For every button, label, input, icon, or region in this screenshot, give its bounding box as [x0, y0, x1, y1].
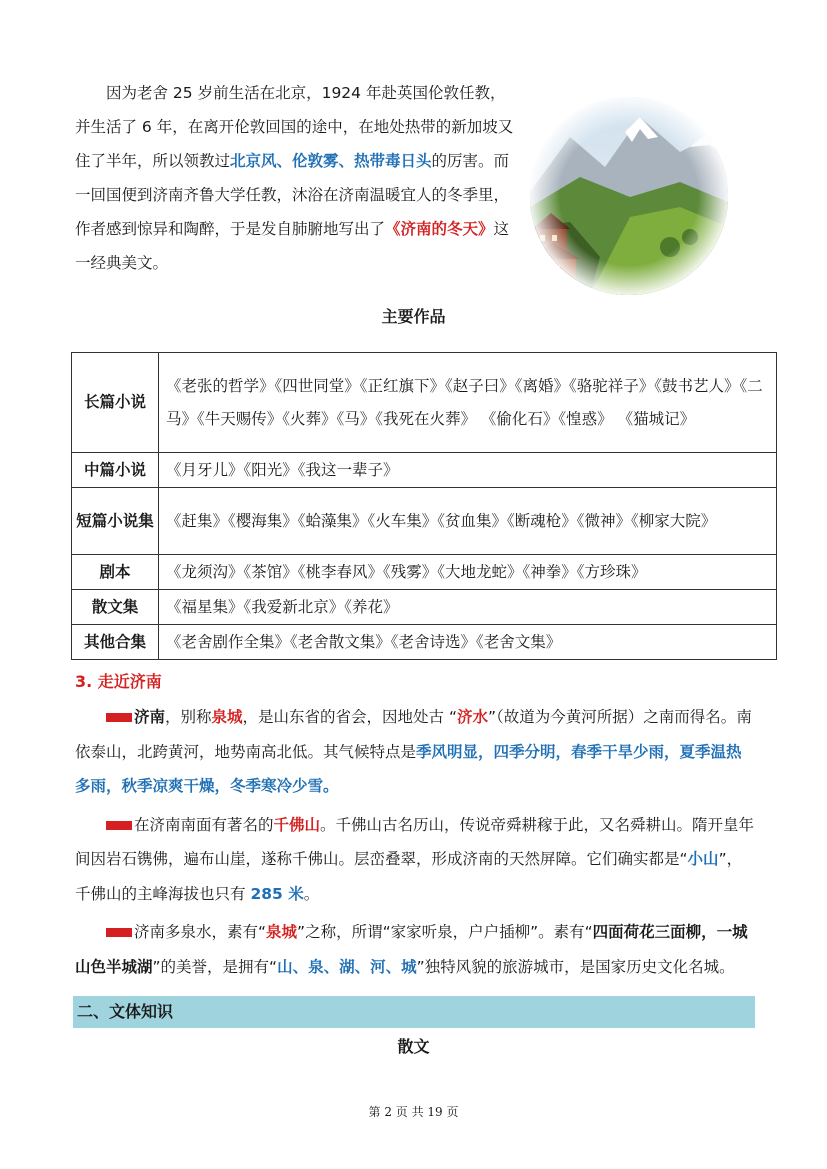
paragraph-text: ”之称，所谓“家家听泉，户户插柳”。素有“ [297, 923, 593, 941]
category-cell: 其他合集 [72, 625, 159, 660]
table-row [72, 590, 777, 625]
category-cell: 中篇小说 [72, 453, 159, 488]
paragraph-text: 。千佛山古名历山，传说帝舜耕稼于此，又名舜耕山。隋开皇年间因岩石镌佛，遍布山崖，遂称千佛山。层峦叠翠，形成济南的天然屏障。它们确实都是“ [75, 815, 755, 868]
highlight-altitude: 285 米 [250, 884, 304, 903]
paragraph-text: 济南多泉水，素有“ [134, 923, 267, 941]
works-cell: 《老舍剧作全集》《老舍散文集》《老舍诗选》《老舍文集》 [159, 625, 777, 660]
jinan-paragraph-1 [75, 700, 755, 804]
paragraph-text: ”（故道为今黄河所据）之南而得名。南依泰山，北跨黄河，地势南高北低。其气候特点是 [75, 708, 752, 761]
page-footer: 第 2 页 共 19 页 [368, 1105, 459, 1119]
jinan-paragraph-2 [75, 808, 755, 912]
table-row [72, 555, 777, 590]
intro-highlight-2: 《济南的冬天》 [385, 220, 494, 238]
intro-text-1: 因为老舍 25 岁前生活在北京，1924 年赴英国伦敦任教，并生活了 6 年，在离开伦敦回国的途中，在地处热带的新加坡又住了半年，所以领教过 [75, 84, 514, 170]
highlight-xiaoshan: 小山 [687, 850, 719, 868]
intro-text-3: 这一经典美文。 [75, 220, 510, 272]
works-cell: 《龙须沟》《茶馆》《桃李春风》《残雾》《大地龙蛇》《神拳》《方珍珠》 [159, 555, 777, 590]
works-cell: 《月牙儿》《阳光》《我这一辈子》 [159, 453, 777, 488]
intro-text-2: 的厉害。而一回国便到济南齐鲁大学任教，沐浴在济南温暖宜人的冬季里，作者感到惊异和陶醉，于是发自肺腑地写出了 [75, 152, 510, 238]
highlight-quancheng: 泉城 [211, 708, 243, 726]
paragraph-text: ”，千佛山的主峰海拔也只有 [75, 850, 743, 903]
highlight-quancheng-2: 泉城 [266, 923, 298, 941]
paragraph-text: ，是山东省的省会，因地处古 “ [242, 708, 458, 726]
jinan-paragraph-3 [75, 915, 755, 984]
category-cell: 散文集 [72, 590, 159, 625]
section-heading-genre: 二、文体知识 [73, 996, 755, 1028]
paragraph-text: ”独特风貌的旅游城市，是国家历史文化名城。 [416, 957, 735, 976]
genre-subtitle: 散文 [397, 1037, 430, 1056]
table-row [72, 353, 777, 453]
table-row [72, 488, 777, 555]
paragraph-text: 在济南南面有著名的 [134, 815, 274, 834]
highlight-jishui: 济水 [457, 708, 489, 726]
red-bar-marker [106, 928, 132, 937]
category-cell: 短篇小说集 [72, 488, 159, 555]
highlight-climate: 季风明显，四季分明，春季干旱少雨，夏季温热多雨，秋季凉爽干燥，冬季寒冷少雪。 [75, 742, 742, 795]
jinan-section [75, 700, 755, 984]
highlight-motto: 四面荷花三面柳，一城山色半城湖 [75, 923, 748, 976]
mountain-village-photo [530, 97, 728, 295]
works-cell: 《赶集》《樱海集》《蛤藻集》《火车集》《贫血集》《断魂枪》《微神》《柳家大院》 [159, 488, 777, 555]
works-cell: 《福星集》《我爱新北京》《养花》 [159, 590, 777, 625]
highlight-qianfoshan: 千佛山 [273, 815, 321, 834]
works-cell: 《老张的哲学》《四世同堂》《正红旗下》《赵子曰》《离婚》《骆驼祥子》《鼓书艺人》《二马》《牛天赐传》《火葬》《马》《我死在火葬》 《偷化石》《惶惑》 《猫城记》 [159, 353, 777, 453]
category-cell: 长篇小说 [72, 353, 159, 453]
works-title: 主要作品 [381, 307, 446, 326]
paragraph-text: ，别称 [165, 708, 212, 726]
intro-paragraph [75, 76, 515, 280]
section-heading-jinan: 3. 走近济南 [75, 672, 162, 691]
table-row [72, 625, 777, 660]
intro-highlight-1: 北京风、伦敦雾、热带毒日头 [230, 152, 432, 170]
red-bar-marker [106, 713, 132, 722]
paragraph-text: 。 [303, 884, 320, 903]
category-cell: 剧本 [72, 555, 159, 590]
paragraph-text: ”的美誉，是拥有“ [152, 957, 278, 976]
highlight-features: 山、泉、湖、河、城 [277, 957, 417, 976]
table-row [72, 453, 777, 488]
jinan-name: 济南 [134, 708, 166, 726]
red-bar-marker [106, 821, 132, 830]
works-table [71, 352, 777, 660]
